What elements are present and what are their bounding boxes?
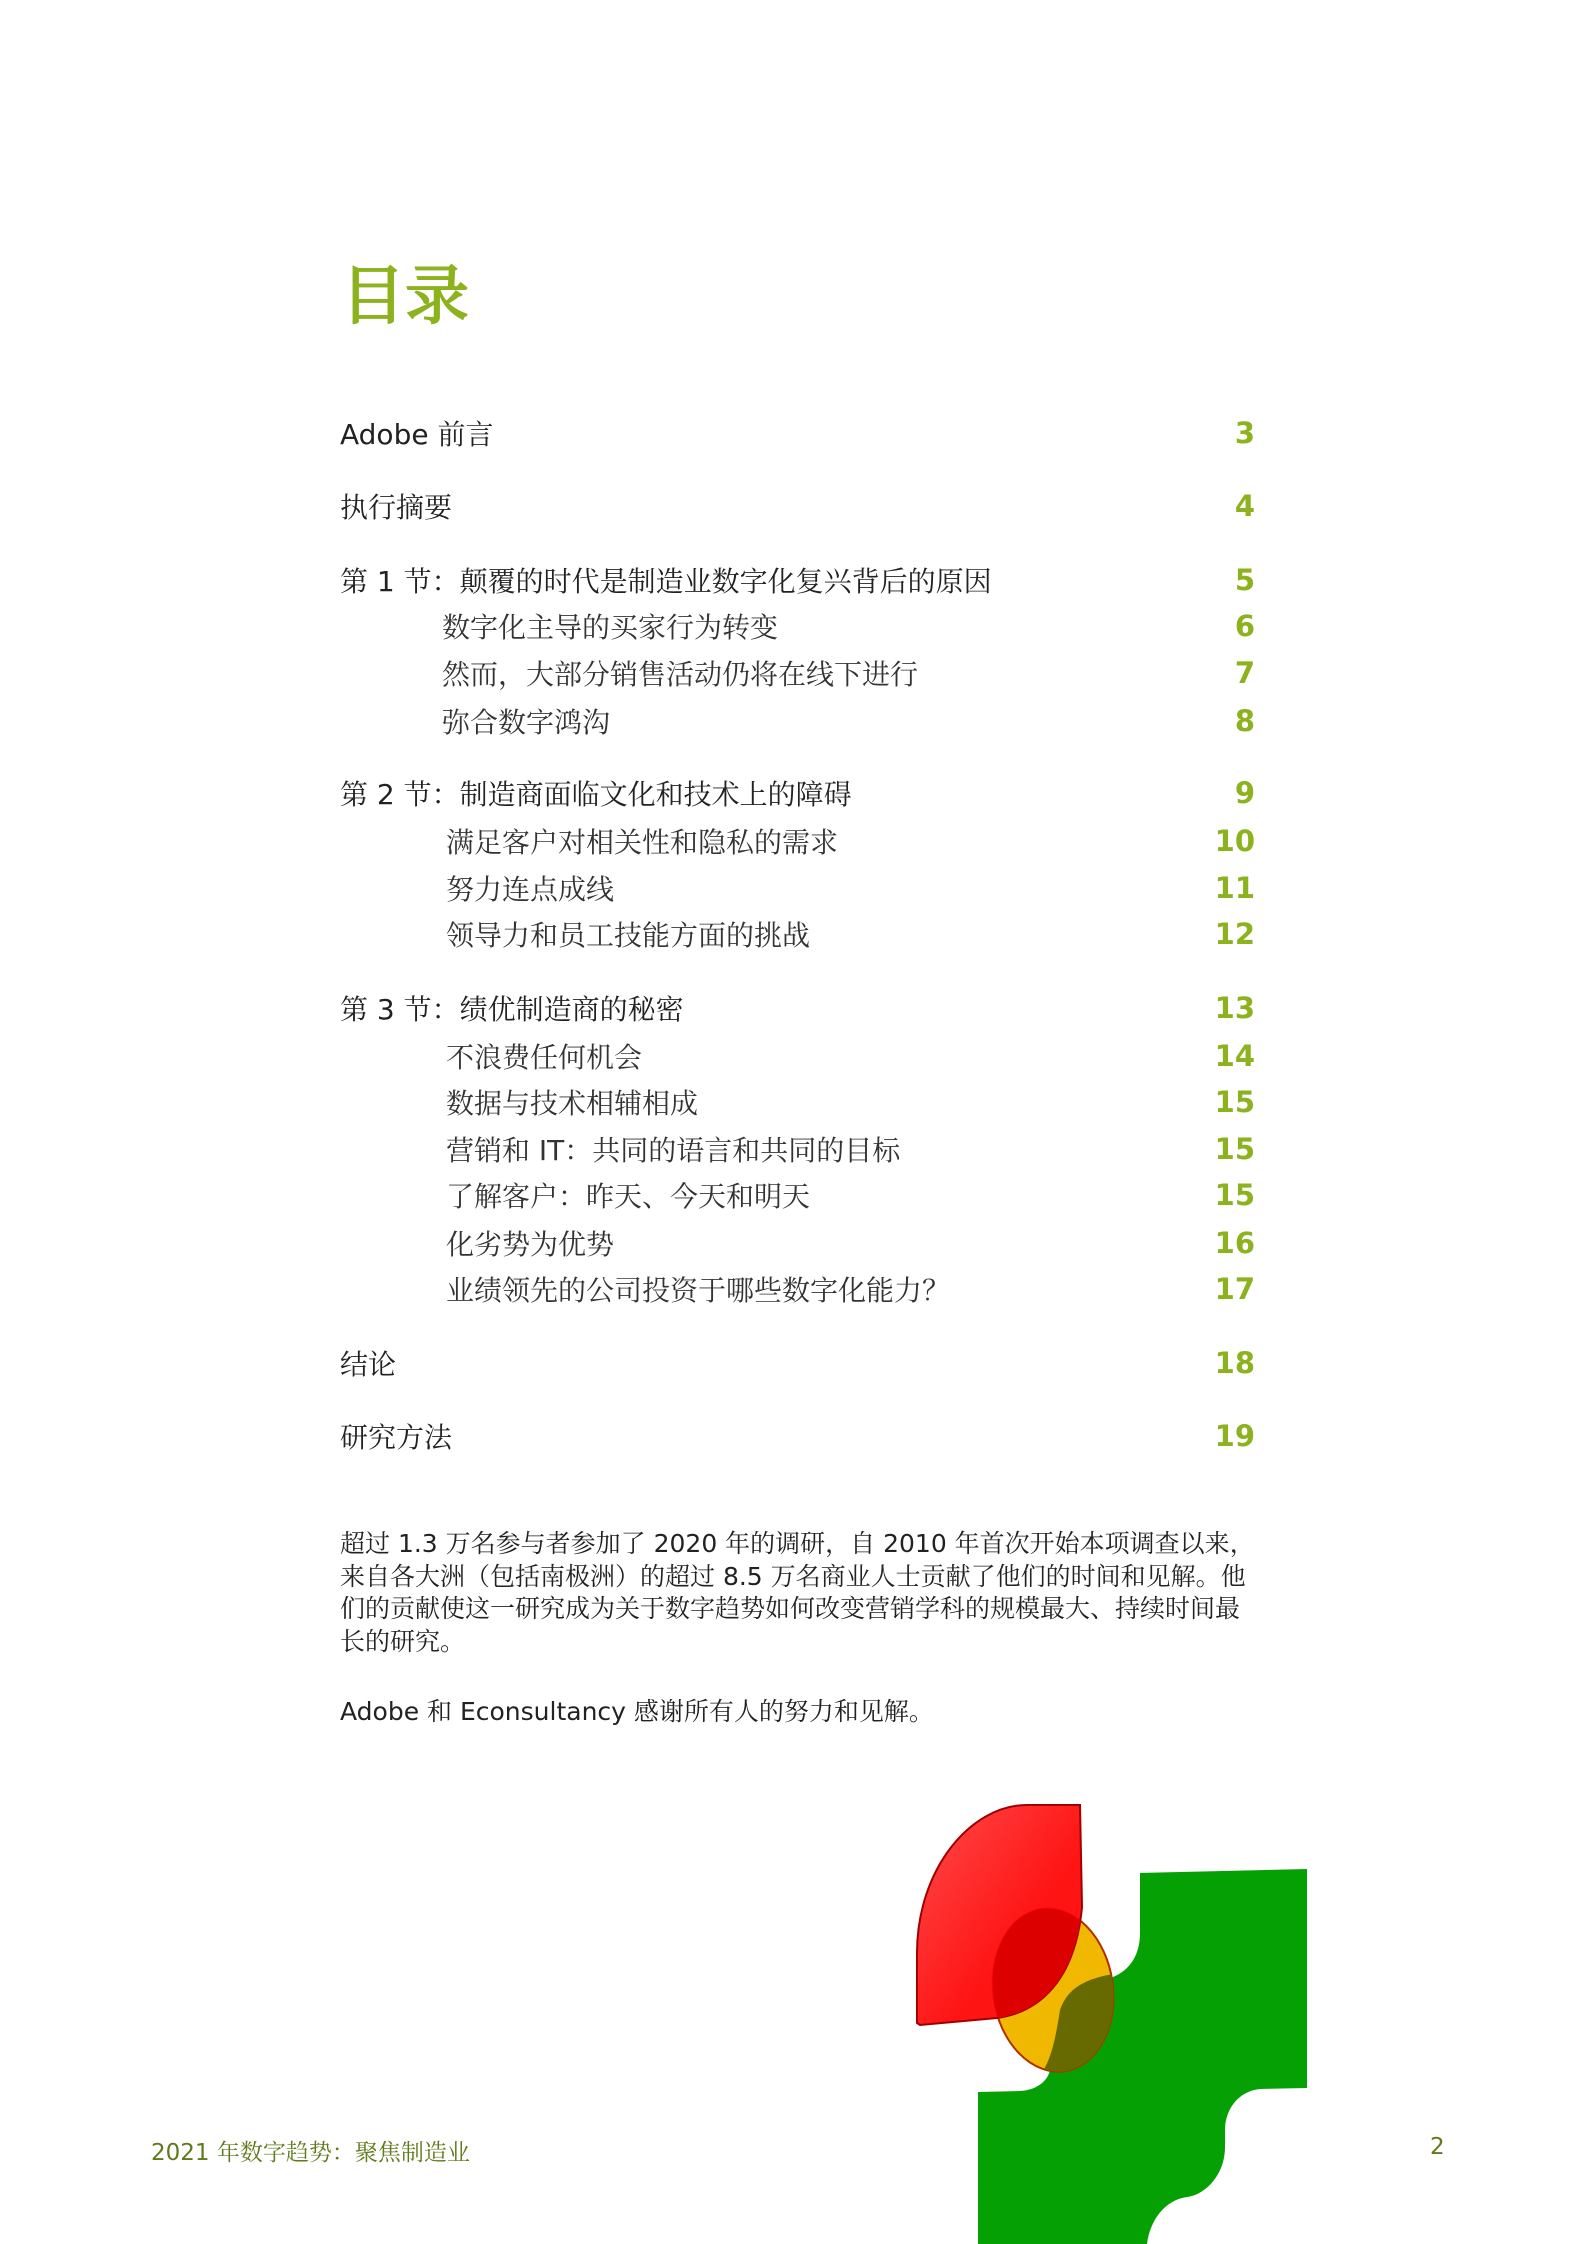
toc-entry[interactable]: [340, 773, 1255, 813]
toc-entry-page: 18: [1214, 1346, 1255, 1380]
page-title: 目录: [341, 260, 469, 334]
toc-entry-page: 10: [1214, 824, 1255, 858]
toc-entry-label: 第 2 节：制造商面临文化和技术上的障碍: [340, 778, 852, 811]
toc-entry-page: 3: [1234, 416, 1255, 450]
thanks-text: Adobe 和 Econsultancy 感谢所有人的努力和见解。: [340, 1697, 934, 1726]
toc-entry[interactable]: [340, 821, 1255, 861]
toc-entry[interactable]: [340, 1416, 1255, 1456]
toc-entry[interactable]: [340, 868, 1255, 908]
survey-paragraph: 超过 1.3 万名参与者参加了 2020 年的调研，自 2010 年首次开始本项调查以来，来自各大洲（包括南极洲）的超过 8.5 万名商业人士贡献了他们的时间和见解。他们的贡献使这一研究成为关于数字趋势如何改变营销学科的规模最大、持续时间最长的研究。: [340, 1529, 1255, 1656]
toc-entry-page: 12: [1214, 917, 1255, 951]
toc-entry-label: 第 1 节：颠覆的时代是制造业数字化复兴背后的原因: [340, 565, 992, 598]
toc-entry-label: 数字化主导的买家行为转变: [442, 611, 779, 644]
decorative-shapes-illustration: [900, 1780, 1586, 2244]
toc-entry-label: 第 3 节：绩优制造商的秘密: [340, 993, 684, 1026]
toc-entry-label: 化劣势为优势: [446, 1228, 615, 1261]
toc-entry[interactable]: [340, 606, 1255, 646]
toc-entry-page: 15: [1214, 1132, 1255, 1166]
toc-entry-label: 弥合数字鸿沟: [442, 706, 611, 739]
toc-entry-label: 然而，大部分销售活动仍将在线下进行: [442, 658, 919, 691]
toc-entry[interactable]: [340, 1343, 1255, 1383]
toc-entry-label: 营销和 IT：共同的语言和共同的目标: [446, 1134, 901, 1167]
toc-entry[interactable]: [340, 413, 1255, 453]
toc-entry-page: 4: [1234, 489, 1255, 523]
toc-entry-page: 17: [1214, 1272, 1255, 1306]
toc-entry[interactable]: [340, 1036, 1255, 1076]
toc-entry-label: 业绩领先的公司投资于哪些数字化能力？: [446, 1274, 951, 1307]
toc-entry[interactable]: [340, 1129, 1255, 1169]
toc-entry-page: 8: [1234, 704, 1255, 738]
toc-entry[interactable]: [340, 914, 1255, 954]
toc-entry-label: 了解客户：昨天、今天和明天: [446, 1180, 811, 1213]
toc-entry-page: 15: [1214, 1085, 1255, 1119]
toc-entry-label: 数据与技术相辅相成: [446, 1087, 699, 1120]
toc-entry-page: 6: [1234, 609, 1255, 643]
toc-entry[interactable]: [340, 560, 1255, 600]
footer-report-title: 2021 年数字趋势：聚焦制造业: [151, 2140, 470, 2166]
toc-entry-label: 执行摘要: [340, 491, 453, 524]
toc-entry-page: 14: [1214, 1039, 1255, 1073]
toc-entry-page: 19: [1214, 1419, 1255, 1453]
toc-entry[interactable]: [340, 1082, 1255, 1122]
toc-entry-label: 不浪费任何机会: [446, 1041, 643, 1074]
toc-entry[interactable]: [340, 1223, 1255, 1263]
toc-entry-page: 16: [1214, 1226, 1255, 1260]
toc-entry-label: 领导力和员工技能方面的挑战: [446, 919, 811, 952]
toc-entry-label: 努力连点成线: [446, 873, 615, 906]
toc-entry-label: 结论: [340, 1348, 397, 1381]
toc-entry[interactable]: [340, 653, 1255, 693]
toc-entry-page: 9: [1234, 776, 1255, 810]
toc-entry[interactable]: [340, 1175, 1255, 1215]
toc-entry-page: 15: [1214, 1178, 1255, 1212]
toc-entry-label: 研究方法: [340, 1421, 453, 1454]
toc-entry-label: Adobe 前言: [340, 418, 494, 451]
toc-entry[interactable]: [340, 1269, 1255, 1309]
toc-entry[interactable]: [340, 486, 1255, 526]
toc-entry-page: 11: [1214, 871, 1255, 905]
toc-entry-page: 13: [1214, 991, 1255, 1025]
toc-entry[interactable]: [340, 988, 1255, 1028]
toc-entry-label: 满足客户对相关性和隐私的需求: [446, 826, 839, 859]
toc-entry-page: 5: [1234, 563, 1255, 597]
toc-entry[interactable]: [340, 701, 1255, 741]
footer-page-number: 2: [1430, 2134, 1445, 2160]
toc-entry-page: 7: [1234, 656, 1255, 690]
